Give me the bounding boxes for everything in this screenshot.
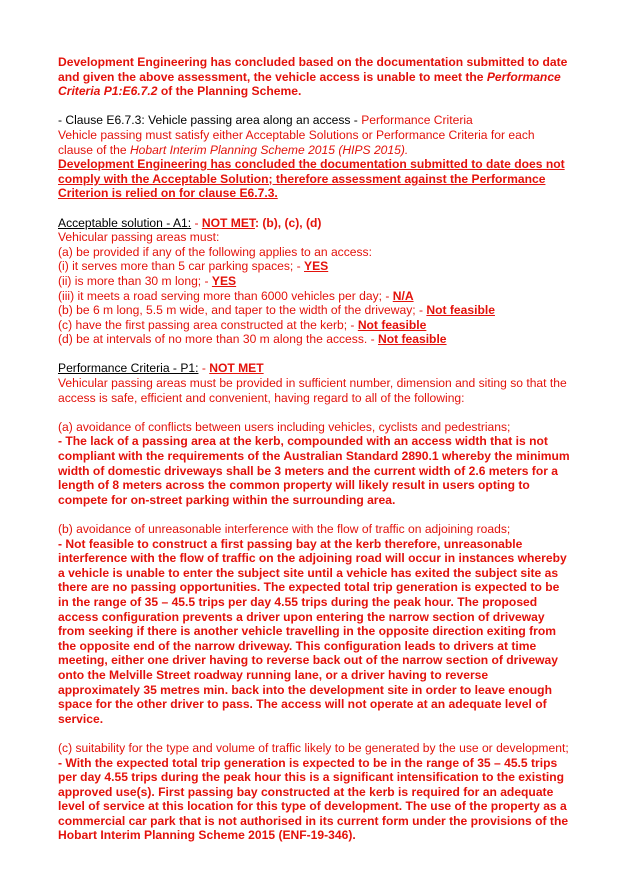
clause-body xyxy=(58,128,572,157)
list-item-text: (d) be at intervals of no more than 30 m along the access. - xyxy=(58,332,378,347)
scheme-reference: Hobart Interim Planning Scheme 2015 (HIPS 2015). xyxy=(129,142,409,157)
criterion-assessment: - The lack of a passing area at the kerb, compounded with an access width that is not compliant with the requirements of the Australian Standard 2890.1 whereby the minimum width of domestic driveways shall be 3 meters and the current width of 2.6 meters for a length of 8 meters across the common property will likely result in users opting to compete for on-street parking within the surrounding area. xyxy=(58,434,570,507)
list-item xyxy=(58,303,572,318)
clause-heading-tag: Performance Criteria xyxy=(361,113,473,128)
list-item-result: N/A xyxy=(392,288,414,303)
criterion-heading: (b) avoidance of unreasonable interference with the flow of traffic on adjoining roads; xyxy=(58,522,511,536)
performance-criteria-heading xyxy=(58,361,572,376)
list-item-text: (ii) is more than 30 m long; - xyxy=(58,273,212,288)
list-item-text: (iii) it meets a road serving more than 6000 vehicles per day; - xyxy=(58,288,393,303)
list-item xyxy=(58,259,572,274)
intro-conclusion xyxy=(58,55,572,99)
clause-body-text: Vehicle passing must satisfy either Acceptable Solutions or Performance Criteria for each clause of the xyxy=(58,127,535,157)
list-item-result: Not feasible xyxy=(377,332,447,347)
list-item-text: (a) be provided if any of the following applies to an access: xyxy=(58,244,372,259)
criterion-heading: (c) suitability for the type and volume of traffic likely to be generated by the use or development; xyxy=(58,740,569,755)
list-item xyxy=(58,289,572,304)
criterion-assessment: - With the expected total trip generation is expected to be in the range of 35 – 45.5 trips per day 4.55 trips during the peak hour this is a significant intensification to the existing approved use(s). First passing bay constructed at the kerb is required for an adequate level of service at this location for this type of development. The use of the property as a commercial car park that is not authorised in its current form under the provisions of the Hobart Interim Planning Scheme 2015 (ENF-19-346). xyxy=(58,755,569,843)
acceptable-solution-dash: - xyxy=(191,215,202,230)
criterion-assessment: - Not feasible to construct a first passing bay at the kerb therefore, unreasonable interference with the flow of traffic on the adjoining road will occur in instances whereby a vehicle is unable to enter the subject site until a vehicle has exited the subject site as there are no passing opportunities. The expected total trip generation is expected to be in the range of 35 – 45.5 trips per day 4.55 trips during the peak hour. The proposed access configuration prevents a driver upon entering the narrow section of driveway from seeking if there is another vehicle travelling in the opposite direction exiting from the opposite end of the narrow driveway. This configuration leads to drivers at time meeting, either one driver having to reverse back out of the narrow section of driveway onto the Melville Street roadway running lane, or a driver having to reverse approximately 35 metres min. back into the development site in order to leave enough space for the other driver to pass. The access will not operate at an adequate level of service. xyxy=(58,536,567,726)
list-item xyxy=(58,245,572,260)
list-item-result: Not feasible xyxy=(357,317,427,332)
criterion-heading: (a) avoidance of conflicts between users including vehicles, cyclists and pedestrians; xyxy=(58,419,511,434)
list-item-result: YES xyxy=(304,259,329,274)
performance-criteria-dash: - xyxy=(198,361,210,376)
acceptable-solution-intro: Vehicular passing areas must: xyxy=(58,230,220,245)
list-item xyxy=(58,274,572,289)
list-item-text: (b) be 6 m long, 5.5 m wide, and taper to the width of the driveway; - xyxy=(58,303,427,318)
intro-text-end: of the Planning Scheme. xyxy=(157,84,302,99)
criteria-reference: Performance Criteria P1:E6.7.2 xyxy=(58,69,561,99)
list-item-result: Not feasible xyxy=(426,303,495,318)
list-item xyxy=(58,332,572,347)
list-item-text: (c) have the first passing area constructed at the kerb; - xyxy=(58,317,358,332)
clause-heading: - Clause E6.7.3: Vehicle passing area along an access - xyxy=(58,113,362,128)
list-item-result: YES xyxy=(211,273,237,288)
performance-criteria-status: NOT MET xyxy=(209,361,264,376)
acceptable-solution-label: Acceptable solution - A1: xyxy=(58,215,192,230)
list-item xyxy=(58,318,572,333)
performance-criteria-label: Performance Criteria - P1: xyxy=(58,361,199,376)
list-item-text: (i) it serves more than 5 car parking spaces; - xyxy=(58,259,304,274)
acceptable-solution-status: NOT MET xyxy=(201,215,255,230)
acceptable-solution-status-detail: : (b), (c), (d) xyxy=(254,215,322,230)
performance-criteria-intro: Vehicular passing areas must be provided in sufficient number, dimension and siting so that the access is safe, efficient and convenient, having regard to all of the following: xyxy=(58,376,567,405)
clause-section xyxy=(58,113,572,128)
clause-conclusion: Development Engineering has concluded the documentation submitted to date does not comply with the Acceptable Solution; therefore assessment against the Performance Criterion is relied on for clause E6.7.3. xyxy=(58,157,565,201)
acceptable-solution-heading xyxy=(58,216,572,231)
intro-text: Development Engineering has concluded based on the documentation submitted to date and given the above assessment, the vehicle access is unable to meet the xyxy=(58,55,568,84)
